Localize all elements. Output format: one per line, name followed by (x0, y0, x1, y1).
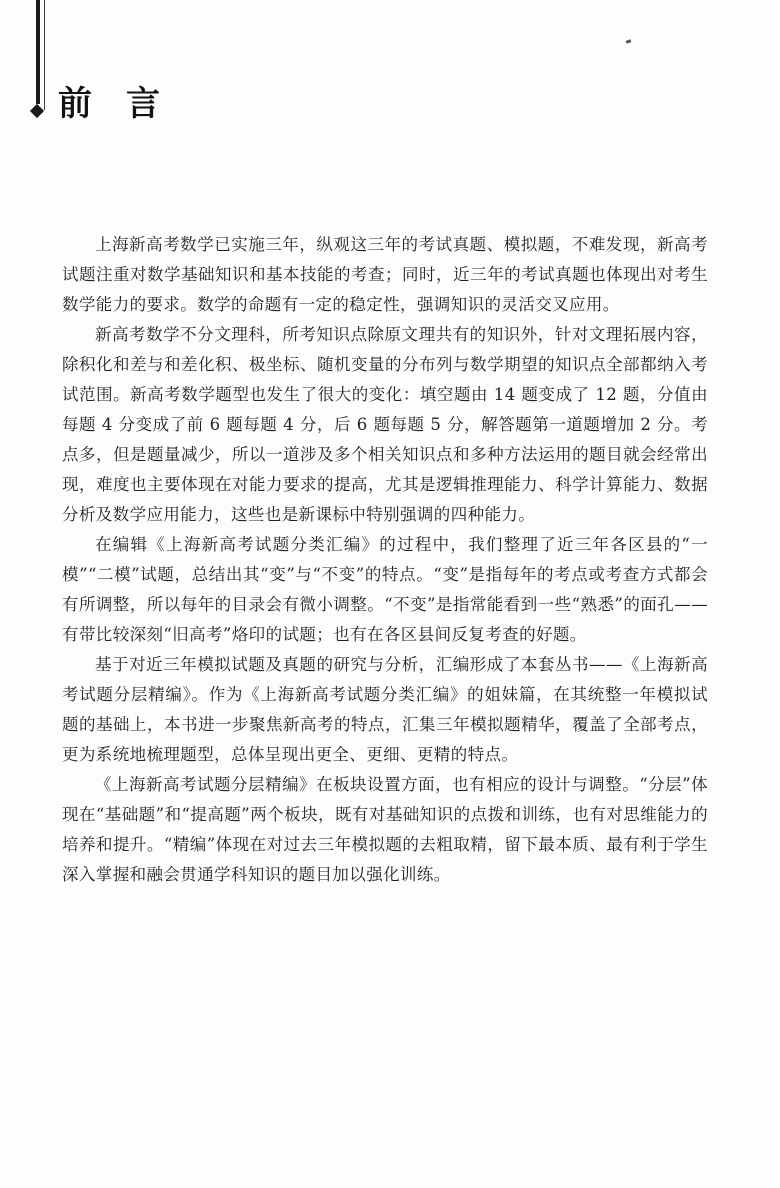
page-title: 前言 (58, 84, 194, 124)
paragraph-2: 新高考数学不分文理科，所考知识点除原文理共有的知识外，针对文理拓展内容，除积化和差与和差化积、极坐标、随机变量的分布列与数学期望的知识点全部都纳入考试范围。新高考数学题型也发生了很大的变化：填空题由 14 题变成了 12 题，分值由每题 4 分变成了前 6 题每题 4 分，后 6 题每题 5 分，解答题第一道题增加 2 分。考点多，但是题量减少，所以一道涉及多个相关知识点和多种方法运用的题目就会经常出现，难度也主要体现在对能力要求的提高，尤其是逻辑推理能力、科学计算能力、数据分析及数学应用能力，这些也是新课标中特别强调的四种能力。 (62, 325, 708, 524)
print-speck (626, 39, 632, 44)
paragraph-1: 上海新高考数学已实施三年，纵观这三年的考试真题、模拟题，不难发现，新高考试题注重对数学基础知识和基本技能的考查；同时，近三年的考试真题也体现出对考生数学能力的要求。数学的命题有一定的稳定性，强调知识的灵活交叉应用。 (62, 235, 708, 314)
paragraph-4: 基于对近三年模拟试题及真题的研究与分析，汇编形成了本套丛书——《上海新高考试题分层精编》。作为《上海新高考试题分类汇编》的姐妹篇，在其统整一年模拟试题的基础上，本书进一步聚焦新高考的特点，汇集三年模拟题精华，覆盖了全部考点，更为系统地梳理题型，总体呈现出更全、更细、更精的特点。 (62, 655, 708, 764)
paragraph-5: 《上海新高考试题分层精编》在板块设置方面，也有相应的设计与调整。“分层”体现在“基础题”和“提高题”两个板块，既有对基础知识的点拨和训练，也有对思维能力的培养和提升。“精编”体现在对过去三年模拟题的去粗取精，留下最本质、最有利于学生深入掌握和融会贯通学科知识的题目加以强化训练。 (62, 775, 708, 884)
paragraph-3: 在编辑《上海新高考试题分类汇编》的过程中，我们整理了近三年各区县的“一模”“二模”试题，总结出其“变”与“不变”的特点。“变”是指每年的考点或考查方式都会有所调整，所以每年的目录会有微小调整。“不变”是指常能看到一些“熟悉”的面孔——有带比较深刻“旧高考”烙印的试题；也有在各区县间反复考查的好题。 (62, 535, 708, 644)
margin-rule-thin (44, 0, 45, 110)
margin-rule-thick (36, 0, 40, 104)
preface-body (62, 230, 708, 890)
diamond-bullet-icon (30, 104, 44, 118)
